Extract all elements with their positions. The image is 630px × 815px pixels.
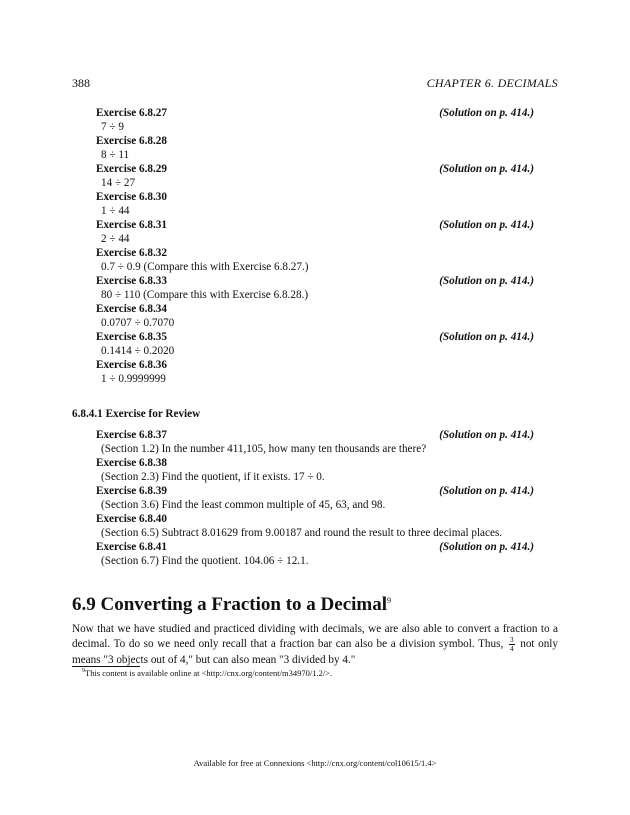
page-header — [72, 76, 558, 92]
page-footer: Available for free at Connexions <http://cnx.org/content/col10615/1.4> — [193, 758, 437, 768]
exercise-title: Exercise 6.8.35 — [96, 331, 167, 343]
exercise-title: Exercise 6.8.30 — [96, 191, 167, 203]
exercise-title: Exercise 6.8.38 — [96, 457, 167, 469]
exercise-title: Exercise 6.8.40 — [96, 513, 167, 525]
exercise-text: 0.7 ÷ 0.9 (Compare this with Exercise 6.8.27.) — [101, 260, 309, 273]
intro-paragraph — [72, 622, 558, 667]
exercise-title: Exercise 6.8.29 — [96, 163, 167, 175]
exercise-list — [96, 107, 534, 387]
exercise-text: 0.0707 ÷ 0.7070 — [101, 316, 175, 329]
exercise-item — [96, 457, 534, 485]
exercise-text: 0.1414 ÷ 0.2020 — [101, 344, 175, 357]
subsection-title: 6.8.4.1 Exercise for Review — [72, 408, 201, 420]
exercise-item — [96, 275, 534, 303]
solution-link[interactable]: (Solution on p. 414.) — [439, 485, 534, 497]
solution-link[interactable]: (Solution on p. 414.) — [439, 331, 534, 343]
solution-link[interactable]: (Solution on p. 414.) — [439, 275, 534, 287]
section-title-text: 6.9 Converting a Fraction to a Decimal — [72, 594, 388, 615]
fraction-numerator: 3 — [509, 635, 514, 644]
exercise-title: Exercise 6.8.32 — [96, 247, 167, 259]
footnote-marker: 9 — [387, 596, 392, 605]
section-title — [72, 594, 391, 616]
exercise-item — [96, 135, 534, 163]
exercise-text: 8 ÷ 11 — [101, 148, 130, 161]
exercise-text: 7 ÷ 9 — [101, 120, 124, 133]
paragraph-part-1: Now that we have studied and practiced dividing with decimals, we are also able to convert a fraction to a decimal. To do so we need only recall that a fraction bar can also be a division symbol. Thus, — [72, 623, 558, 651]
exercise-text: (Section 1.2) In the number 411,105, how many ten thousands are there? — [101, 442, 427, 455]
exercise-title: Exercise 6.8.28 — [96, 135, 167, 147]
exercise-text: 14 ÷ 27 — [101, 176, 136, 189]
exercise-item — [96, 219, 534, 247]
exercise-text: 80 ÷ 110 (Compare this with Exercise 6.8.28.) — [101, 288, 309, 301]
solution-link[interactable]: (Solution on p. 414.) — [439, 541, 534, 553]
exercise-item — [96, 247, 534, 275]
footnote-text: This content is available online at <http://cnx.org/content/m34970/1.2/>. — [85, 668, 333, 678]
exercise-text: (Section 2.3) Find the quotient, if it exists. 17 ÷ 0. — [101, 470, 325, 483]
footnote-rule — [72, 666, 140, 667]
exercise-text: 2 ÷ 44 — [101, 232, 130, 245]
solution-link[interactable]: (Solution on p. 414.) — [439, 219, 534, 231]
footnote — [82, 668, 332, 678]
chapter-heading: CHAPTER 6. DECIMALS — [426, 76, 558, 90]
exercise-text: (Section 3.6) Find the least common multiple of 45, 63, and 98. — [101, 498, 386, 511]
exercise-title: Exercise 6.8.39 — [96, 485, 167, 497]
exercise-title: Exercise 6.8.37 — [96, 429, 167, 441]
solution-link[interactable]: (Solution on p. 414.) — [439, 107, 534, 119]
exercise-title: Exercise 6.8.36 — [96, 359, 167, 371]
solution-link[interactable]: (Solution on p. 414.) — [439, 163, 534, 175]
exercise-title: Exercise 6.8.33 — [96, 275, 167, 287]
review-exercise-list — [96, 429, 534, 569]
exercise-item — [96, 513, 534, 541]
exercise-item — [96, 107, 534, 135]
exercise-item — [96, 429, 534, 457]
exercise-title: Exercise 6.8.27 — [96, 107, 167, 119]
exercise-text: (Section 6.5) Subtract 8.01629 from 9.00187 and round the result to three decimal places. — [101, 526, 503, 539]
exercise-text: 1 ÷ 44 — [101, 204, 130, 217]
page-number: 388 — [72, 76, 90, 90]
exercise-title: Exercise 6.8.34 — [96, 303, 167, 315]
footnote-number: 9 — [82, 668, 85, 674]
exercise-item — [96, 359, 534, 387]
exercise-item — [96, 331, 534, 359]
solution-link[interactable]: (Solution on p. 414.) — [439, 429, 534, 441]
exercise-item — [96, 485, 534, 513]
exercise-text: 1 ÷ 0.9999999 — [101, 372, 166, 385]
fraction — [509, 636, 515, 653]
fraction-denominator: 4 — [509, 644, 514, 653]
exercise-title: Exercise 6.8.41 — [96, 541, 167, 553]
paragraph-part-2: not only means "3 objects out of 4," but can also mean "3 divided by 4." — [72, 638, 559, 666]
exercise-title: Exercise 6.8.31 — [96, 219, 167, 231]
exercise-item — [96, 163, 534, 191]
exercise-item — [96, 541, 534, 569]
exercise-item — [96, 191, 534, 219]
exercise-text: (Section 6.7) Find the quotient. 104.06 ÷ 12.1. — [101, 554, 309, 567]
exercise-item — [96, 303, 534, 331]
